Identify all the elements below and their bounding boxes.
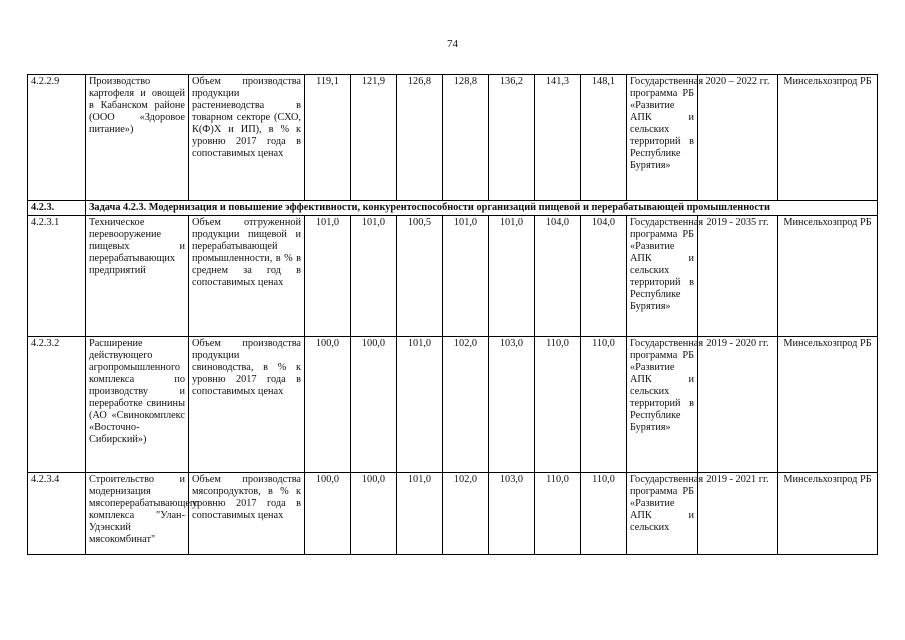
value-cell: 148,1 — [581, 75, 627, 201]
period-cell: 2019 - 2021 гг. — [698, 473, 778, 555]
table-row — [28, 473, 878, 555]
value-cell: 100,0 — [351, 473, 397, 555]
measure-code: 4.2.3.1 — [28, 216, 86, 337]
program-cell: Государственная программа РБ «Развитие АПК и сельских территорий в Республике Бурятия» — [627, 75, 698, 201]
value-cell: 136,2 — [489, 75, 535, 201]
table-row — [28, 75, 878, 201]
program-cell: Государственная программа РБ «Развитие АПК и сельских территорий в Республике Бурятия» — [627, 216, 698, 337]
task-code: 4.2.3. — [28, 201, 86, 216]
value-cell: 101,0 — [443, 216, 489, 337]
value-cell: 102,0 — [443, 337, 489, 473]
table-row — [28, 216, 878, 337]
value-cell: 104,0 — [535, 216, 581, 337]
value-cell: 110,0 — [581, 473, 627, 555]
value-cell: 121,9 — [351, 75, 397, 201]
value-cell: 101,0 — [397, 473, 443, 555]
measure-name: Техническое перевооружение пищевых и перерабатывающих предприятий — [86, 216, 189, 337]
indicator-cell: Объем производства продукции растениеводства в товарном секторе (СХО, К(Ф)Х и ИП), в % к уровню 2017 года в сопоставимых ценах — [189, 75, 305, 201]
value-cell: 100,5 — [397, 216, 443, 337]
value-cell: 119,1 — [305, 75, 351, 201]
value-cell: 110,0 — [535, 337, 581, 473]
value-cell: 100,0 — [305, 473, 351, 555]
value-cell: 104,0 — [581, 216, 627, 337]
page-number: 74 — [447, 38, 458, 50]
executor-cell: Минсельхозпрод РБ — [778, 337, 878, 473]
period-cell: 2019 - 2035 гг. — [698, 216, 778, 337]
value-cell: 103,0 — [489, 337, 535, 473]
period-cell: 2019 - 2020 гг. — [698, 337, 778, 473]
measure-name: Строительство и модернизация мясоперерабатывающего комплекса "Улан-Удэнский мясокомбинат" — [86, 473, 189, 555]
measure-code: 4.2.3.2 — [28, 337, 86, 473]
value-cell: 102,0 — [443, 473, 489, 555]
executor-cell: Минсельхозпрод РБ — [778, 75, 878, 201]
indicator-cell: Объем производства продукции свиноводства, в % к уровню 2017 года в сопоставимых ценах — [189, 337, 305, 473]
value-cell: 100,0 — [351, 337, 397, 473]
value-cell: 101,0 — [489, 216, 535, 337]
value-cell: 103,0 — [489, 473, 535, 555]
task-title: Задача 4.2.3. Модернизация и повышение эффективности, конкурентоспособности организаций пищевой и перерабатывающей промышленности — [86, 201, 878, 216]
value-cell: 126,8 — [397, 75, 443, 201]
indicator-cell: Объем производства мясопродуктов, в % к уровню 2017 года в сопоставимых ценах — [189, 473, 305, 555]
executor-cell: Минсельхозпрод РБ — [778, 473, 878, 555]
measure-code: 4.2.2.9 — [28, 75, 86, 201]
value-cell: 141,3 — [535, 75, 581, 201]
value-cell: 101,0 — [351, 216, 397, 337]
value-cell: 128,8 — [443, 75, 489, 201]
indicator-cell: Объем отгруженной продукции пищевой и перерабатывающей промышленности, в % в среднем за год в сопоставимых ценах — [189, 216, 305, 337]
executor-cell: Минсельхозпрод РБ — [778, 216, 878, 337]
value-cell: 110,0 — [535, 473, 581, 555]
task-row — [28, 201, 878, 216]
program-cell: Государственная программа РБ «Развитие АПК и сельских — [627, 473, 698, 555]
measure-name: Производство картофеля и овощей в Кабанском районе (ООО «Здоровое питание») — [86, 75, 189, 201]
value-cell: 100,0 — [305, 337, 351, 473]
program-cell: Государственная программа РБ «Развитие АПК и сельских территорий в Республике Бурятия» — [627, 337, 698, 473]
value-cell: 110,0 — [581, 337, 627, 473]
value-cell: 101,0 — [305, 216, 351, 337]
period-cell: 2020 – 2022 гг. — [698, 75, 778, 201]
table-row — [28, 337, 878, 473]
measure-code: 4.2.3.4 — [28, 473, 86, 555]
value-cell: 101,0 — [397, 337, 443, 473]
measure-name: Расширение действующего агропромышленного комплекса по производству и переработке свинины (АО «Свинокомплекс «Восточно-Сибирский») — [86, 337, 189, 473]
measures-table — [27, 74, 878, 555]
